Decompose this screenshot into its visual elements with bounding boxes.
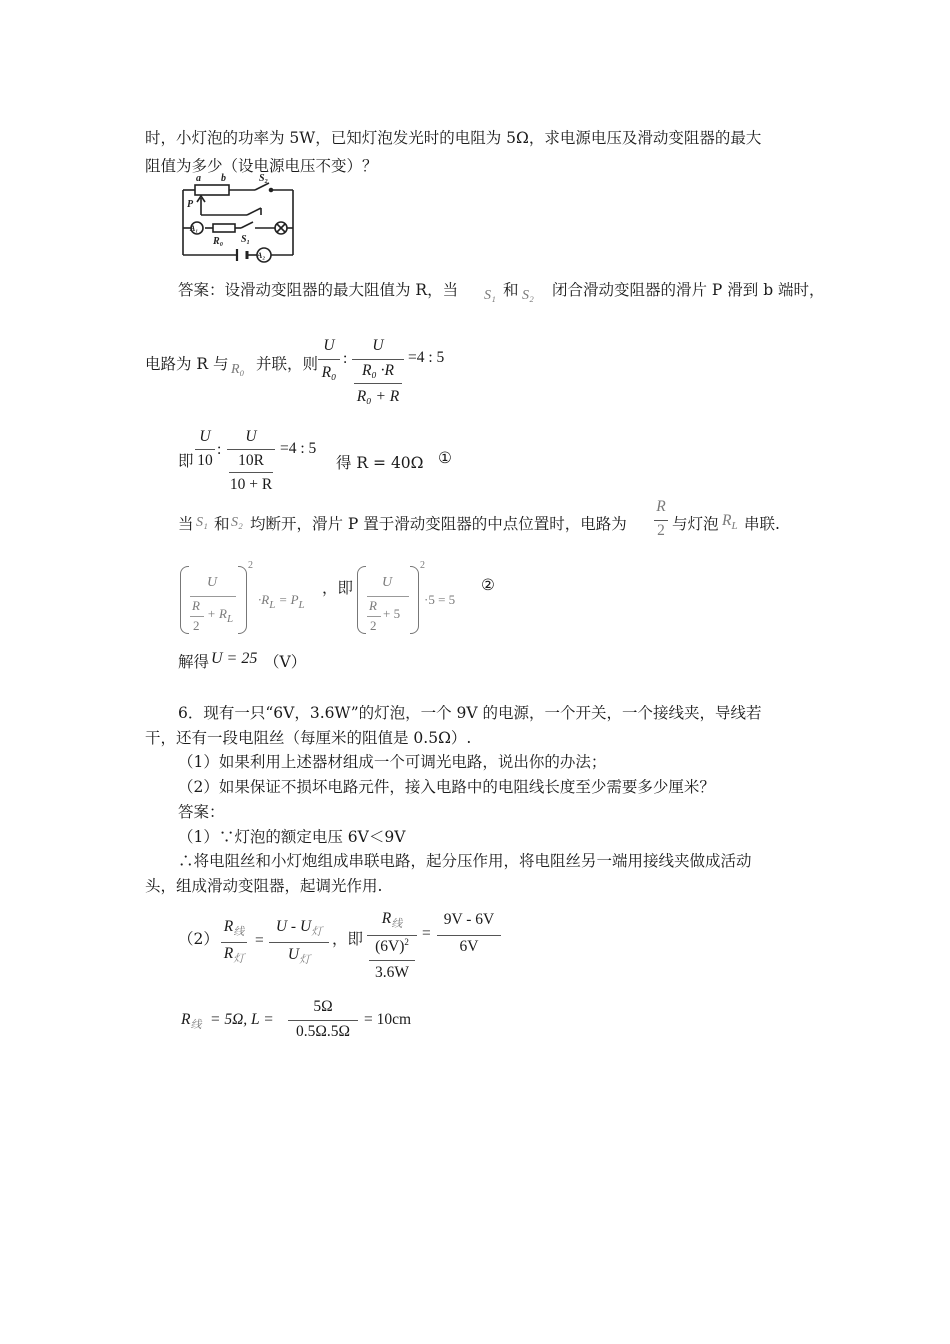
symbol-s1: S₁ (484, 288, 496, 303)
eqA-num2: U - $U_灯$ (275, 918, 323, 938)
label-a: a (196, 173, 201, 184)
circuit-diagram (175, 170, 303, 270)
eq2-inner-den: 10 + R (229, 476, 273, 493)
eq3-plus-rl: + $R_L$ (207, 606, 234, 625)
eqA-den: $R_灯$ (223, 945, 245, 965)
eqB-den-top: $(6V)^2$ (375, 937, 409, 956)
answer5-line-b-end: 并联，则 (256, 355, 319, 373)
eq1-inner-den: R₀ + R (356, 388, 400, 405)
frac-2: 2 (657, 522, 665, 539)
eqC-r: $R_线$ (181, 1011, 202, 1031)
problem6-a1: （1）∵灯泡的额定电压 6V＜9V (178, 828, 406, 846)
eqA-eq: = (255, 932, 264, 949)
text-dang: 当 (178, 515, 194, 533)
problem6-q2: （2）如果保证不损坏电路元件，接入电路中的电阻线长度至少需要多少厘米？ (178, 778, 715, 796)
problem6-a4: （2） (178, 930, 219, 948)
eq4-num: U (381, 575, 393, 590)
eq1-num2: U (372, 337, 384, 354)
problem6-line1: 6．现有一只“6V，3.6W”的灯泡，一个 9V 的电源，一个开关，一个接线夹，导线若 (178, 704, 762, 722)
eq2-num1: U (199, 428, 211, 445)
text-ji-2: ，即 (322, 579, 354, 597)
label-s1: S₁ (241, 234, 251, 245)
marker-1: ① (438, 449, 452, 467)
result-u-unit: （V） (264, 653, 307, 671)
eq3-exp: 2 (248, 560, 253, 571)
eq1-den1: R₀ (321, 364, 337, 381)
symbol-s1-b: S₁ (196, 515, 208, 530)
eq4-r: R (369, 598, 377, 613)
problem6-a2: ∴将电阻丝和小灯炮组成串联电路，起分压作用，将电阻丝另一端用接线夹做成活动 (178, 852, 752, 870)
answer5-intro-end: 闭合滑动变阻器的滑片 P 滑到 b 端时， (552, 281, 825, 299)
eqB-eq: = (422, 925, 431, 942)
eqB-num2: 9V - 6V (443, 911, 495, 928)
eq4-plus5: + 5 (383, 606, 401, 621)
label-p: P (187, 199, 194, 210)
eq2-inner-num: 10R (238, 452, 264, 469)
problem6-answer: 答案： (178, 803, 225, 821)
label-r0: R₀ (213, 236, 224, 247)
eqC-den: 0.5Ω.5Ω (295, 1023, 351, 1040)
answer5-line-b: 电路为 R 与 (145, 355, 229, 373)
eq2-num2: U (245, 428, 257, 445)
label-a2: A₂ (257, 251, 266, 260)
eqA-den2: $U_灯$ (287, 946, 311, 966)
text-jiede: 解得 (178, 653, 210, 671)
eq4-exp: 2 (420, 560, 425, 571)
symbol-s2: S₂ (522, 288, 534, 303)
label-s2: S₂ (259, 173, 269, 184)
eq1-result: =4 : 5 (408, 349, 445, 366)
eqC-num: 5Ω (313, 998, 333, 1015)
text-ji-3: ，即 (332, 930, 364, 948)
eqB-den-bot: 3.6W (374, 964, 409, 981)
text-he: 和 (503, 281, 519, 299)
symbol-rl: $R_L$ (722, 512, 738, 532)
text-ji: 即 (178, 452, 194, 470)
problem6-line2: 干，还有一段电阻丝（每厘米的阻值是 0.5Ω）. (145, 729, 472, 747)
eqB-num: $R_线$ (381, 910, 403, 930)
text-series: 串联. (744, 515, 780, 533)
result-r: 得 R = 40Ω (336, 454, 424, 472)
eq4-2: 2 (370, 618, 377, 633)
eq3-r: R (192, 598, 200, 613)
symbol-r0: R₀ (231, 362, 245, 377)
eq2-result: =4 : 5 (280, 440, 317, 457)
marker-2: ② (481, 576, 495, 594)
text-lamp: 与灯泡 (672, 515, 719, 533)
problem5-line1: 时，小灯泡的功率为 5W，已知灯泡发光时的电阻为 5Ω，求电源电压及滑动变阻器的最大 (145, 129, 762, 147)
eqB-den2: 6V (459, 938, 479, 955)
eqC-mid: = 5Ω, L = (210, 1011, 274, 1028)
problem6-a3: 头，组成滑动变阻器，起调光作用. (145, 877, 383, 895)
eq3-2: 2 (193, 618, 200, 633)
eqA-num: $R_线$ (223, 918, 245, 938)
eq1-num1: U (323, 337, 335, 354)
symbol-s2-b: S₂ (231, 515, 243, 530)
eq3-num: U (206, 575, 218, 590)
answer5-line-c: 均断开，滑片 P 置于滑动变阻器的中点位置时，电路为 (250, 515, 627, 533)
eqC-end: = 10cm (364, 1011, 412, 1028)
problem5-line2: 阻值为多少（设电源电压不变）？ (145, 157, 378, 175)
eq1-inner-num: R₀ ·R (361, 362, 395, 379)
label-a1: A₁ (190, 224, 199, 233)
answer5-intro: 答案：设滑动变阻器的最大阻值为 R，当 (178, 281, 459, 299)
eq4-rest: ·5 = 5 (424, 592, 456, 607)
problem6-q1: （1）如果利用上述器材组成一个可调光电路，说出你的办法； (178, 753, 607, 771)
label-b: b (221, 173, 226, 184)
frac-r: R (656, 498, 666, 515)
eq2-den1: 10 (197, 452, 213, 469)
result-u: U = 25 (211, 650, 258, 667)
eq3-rest: $\cdot R_L = P_L$ (258, 592, 305, 611)
text-he-b: 和 (214, 515, 230, 533)
